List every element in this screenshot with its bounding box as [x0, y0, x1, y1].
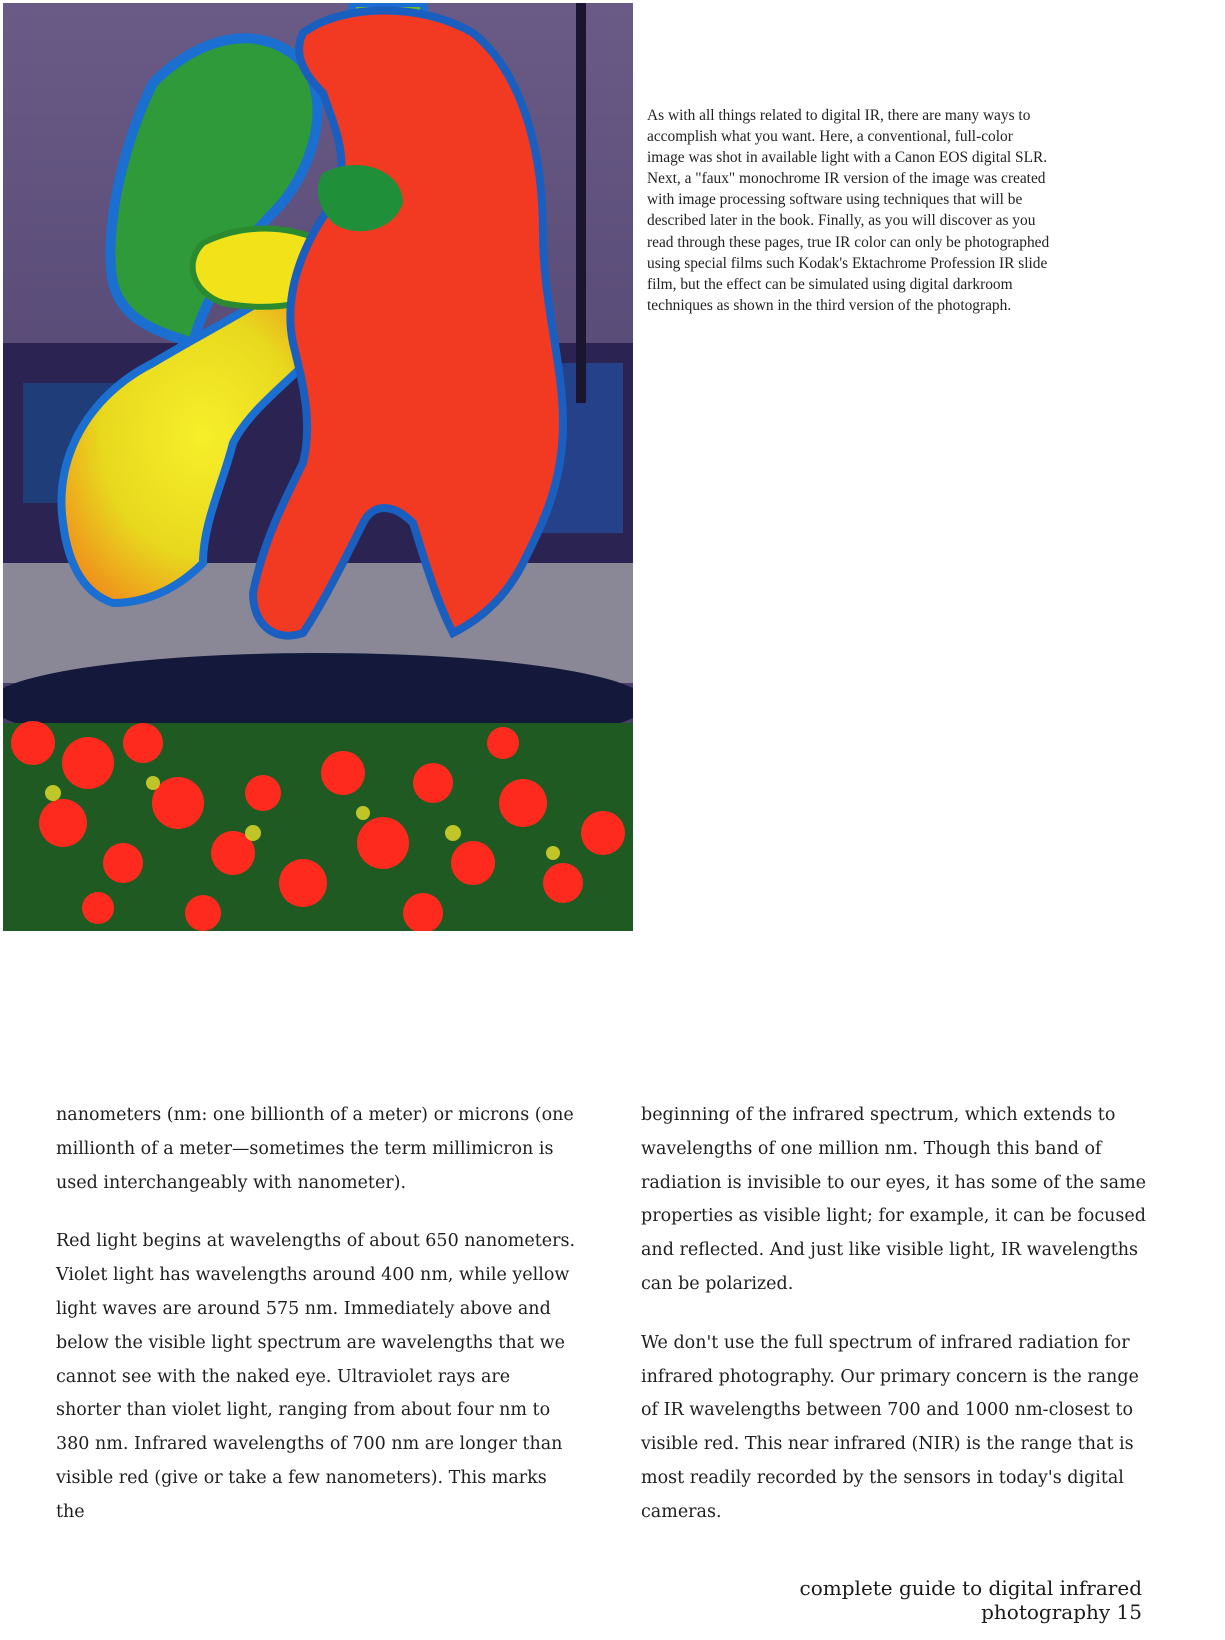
ir-photo-illustration: [3, 3, 633, 931]
body-paragraph: We don't use the full spectrum of infrared radiation for infrared photography. Our primary concern is the range of IR wavelengths between 700 and 1000 nm-closest to visible red. This near infrared (NIR) is the range that is most readily recorded by the sensors in today's digital cameras.: [641, 1332, 1139, 1522]
body-column-left: [56, 1099, 576, 1555]
body-paragraph: beginning of the infrared spectrum, which extends to wavelengths of one million nm. Though this band of radiation is invisible to our eyes, it has some of the same properties as visible light; for example, it can be focused and reflected. And just like visible light, IR wavelengths can be polarized.: [641, 1105, 1147, 1294]
body-paragraph: Red light begins at wavelengths of about 650 nanometers. Violet light has wavelengths around 400 nm, while yellow light waves are around 575 nm. Immediately above and below the visible light spectrum are wavelengths that we cannot see with the naked eye. Ultraviolet rays are shorter than violet light, ranging from about four nm to 380 nm. Infrared wavelengths of 700 nm are longer than visible red (give or take a few nanometers). This marks the: [56, 1231, 576, 1522]
photo-caption: As with all things related to digital IR, there are many ways to accomplish what you want. Here, a conventional, full-color image was shot in available light with a Canon EOS digital SLR. Next, a "faux" monochrome IR version of the image was created with image processing software using techniques that will be described later in the book. Finally, as you will discover as you read through these pages, true IR color can only be photographed using special films such Kodak's Ektachrome Profession IR slide film, but the effect can be simulated using digital darkroom techniques as shown in the third version of the photograph.: [647, 107, 1050, 314]
ir-color-photograph: [3, 3, 633, 931]
page-footer-running-title: complete guide to digital infrared photography 15: [799, 1576, 1142, 1624]
body-column-right: [641, 1099, 1161, 1555]
body-paragraph: nanometers (nm: one billionth of a meter) or microns (one millionth of a meter—sometimes the term millimicron is used interchangeably with nanometer).: [56, 1105, 574, 1193]
